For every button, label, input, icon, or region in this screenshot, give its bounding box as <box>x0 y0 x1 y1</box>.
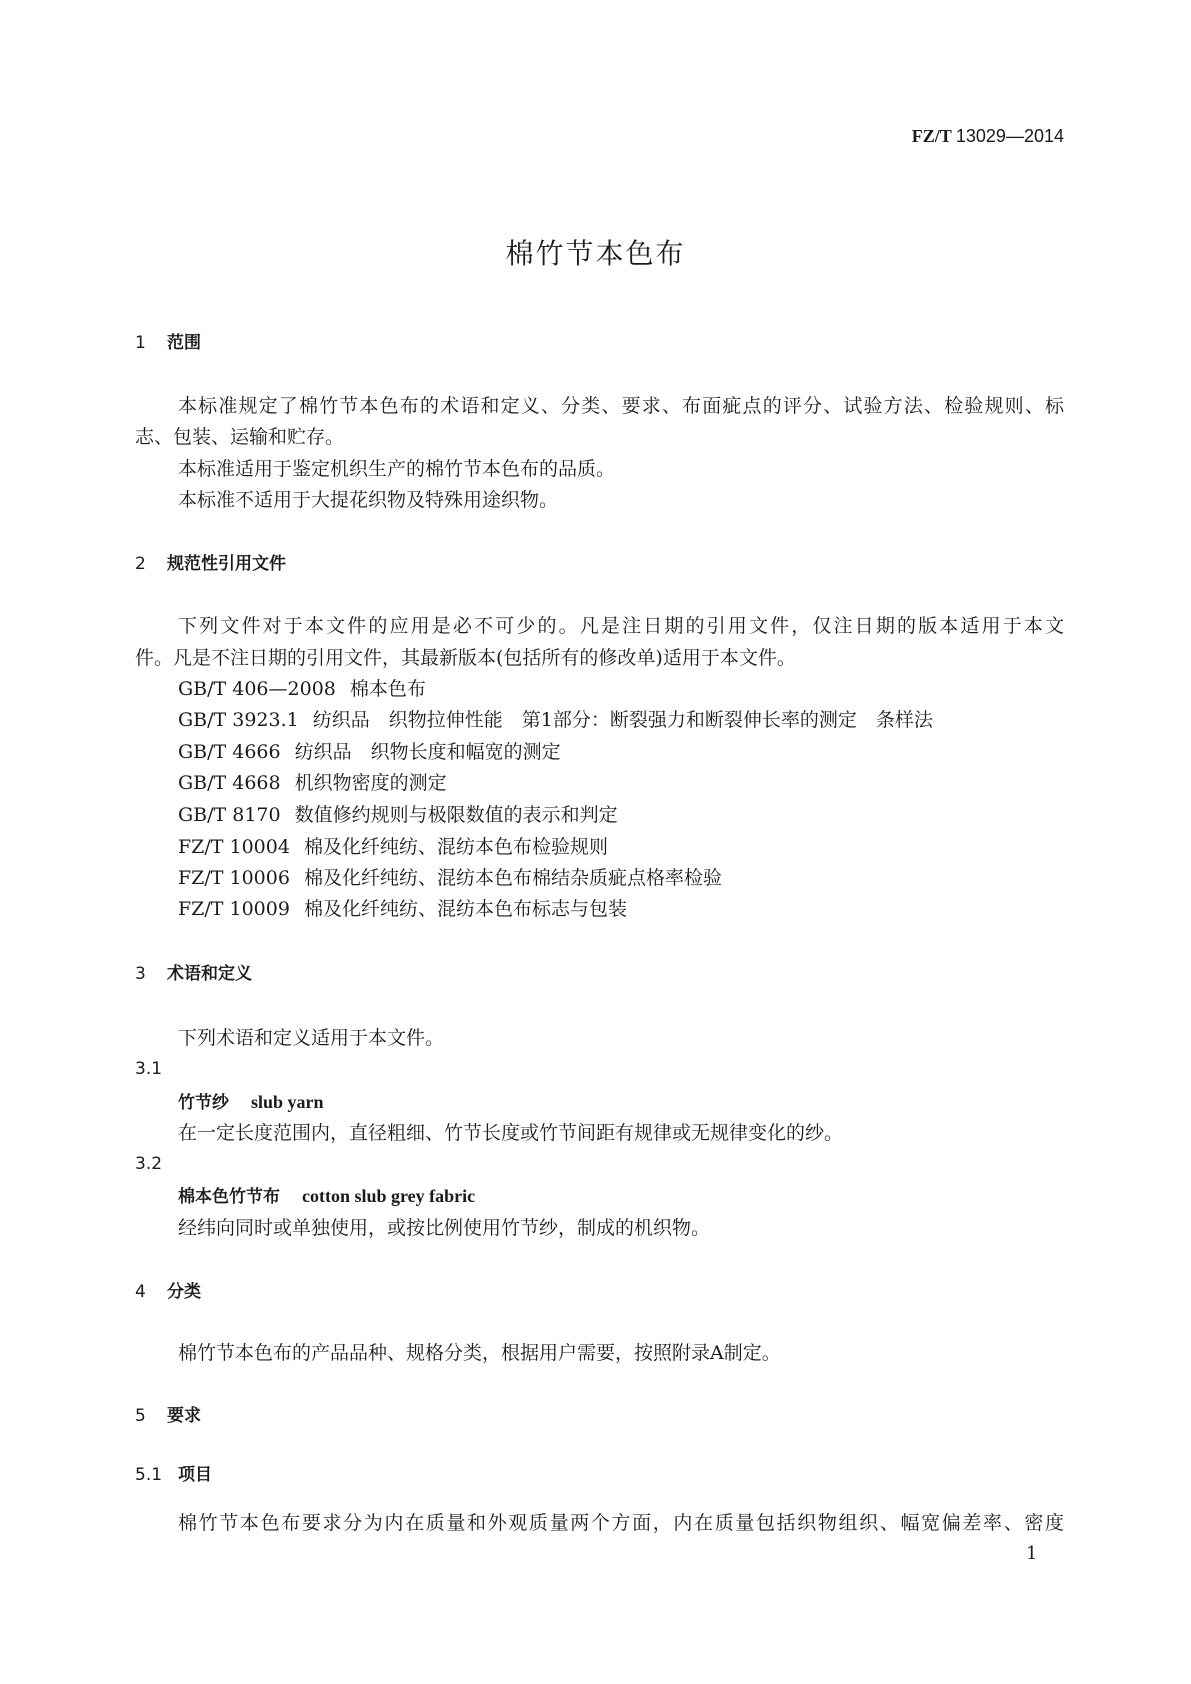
paragraph-line: 件。凡是不注日期的引用文件，其最新版本(包括所有的修改单)适用于本文件。 <box>135 647 796 669</box>
subsection-heading-5-1: 5.1 项目 <box>135 1465 212 1485</box>
reference-item: GB/T 4666 纺织品 织物长度和幅宽的测定 <box>178 741 561 763</box>
reference-item: GB/T 3923.1 纺织品 织物拉伸性能 第1部分：断裂强力和断裂伸长率的测定 条样法 <box>178 709 933 731</box>
paragraph-line: 本标准适用于鉴定机织生产的棉竹节本色布的品质。 <box>178 458 616 480</box>
paragraph-line: 棉竹节本色布要求分为内在质量和外观质量两个方面，内在质量包括织物组织、幅宽偏差率、密度 <box>178 1512 1064 1534</box>
reference-item: GB/T 406—2008 棉本色布 <box>178 678 426 700</box>
paragraph-line: 志、包装、运输和贮存。 <box>135 426 345 448</box>
term-definition: 在一定长度范围内，直径粗细、竹节长度或竹节间距有规律或无规律变化的纱。 <box>178 1122 844 1144</box>
page-number: 1 <box>1026 1543 1038 1564</box>
reference-item: FZ/T 10009 棉及化纤纯纺、混纺本色布标志与包装 <box>178 898 627 920</box>
section-heading-1: 1 范围 <box>135 333 201 353</box>
paragraph-line: 下列文件对于本文件的应用是必不可少的。凡是注日期的引用文件，仅注日期的版本适用于本文 <box>178 615 1064 637</box>
paragraph-line: 棉竹节本色布的产品品种、规格分类，根据用户需要，按照附录A制定。 <box>178 1342 781 1364</box>
reference-item: GB/T 8170 数值修约规则与极限数值的表示和判定 <box>178 804 618 826</box>
standard-code: FZ/T 13029—2014 <box>911 126 1064 146</box>
term-definition: 经纬向同时或单独使用，或按比例使用竹节纱，制成的机织物。 <box>178 1217 711 1239</box>
reference-item: FZ/T 10004 棉及化纤纯纺、混纺本色布检验规则 <box>178 836 608 858</box>
term-heading: 棉本色竹节布 cotton slub grey fabric <box>178 1186 476 1207</box>
reference-item: FZ/T 10006 棉及化纤纯纺、混纺本色布棉结杂质疵点格率检验 <box>178 867 722 889</box>
term-number: 3.1 <box>135 1059 163 1079</box>
reference-item: GB/T 4668 机织物密度的测定 <box>178 772 447 794</box>
paragraph-line: 下列术语和定义适用于本文件。 <box>178 1027 445 1049</box>
section-heading-4: 4 分类 <box>135 1282 201 1302</box>
section-heading-3: 3 术语和定义 <box>135 964 252 984</box>
section-heading-2: 2 规范性引用文件 <box>135 554 286 574</box>
paragraph-line: 本标准规定了棉竹节本色布的术语和定义、分类、要求、布面疵点的评分、试验方法、检验规则、标 <box>178 395 1064 417</box>
term-number: 3.2 <box>135 1154 163 1174</box>
term-heading: 竹节纱 slub yarn <box>178 1092 324 1113</box>
section-heading-5: 5 要求 <box>135 1406 201 1426</box>
paragraph-line: 本标准不适用于大提花织物及特殊用途织物。 <box>178 489 559 511</box>
document-title: 棉竹节本色布 <box>505 237 686 270</box>
